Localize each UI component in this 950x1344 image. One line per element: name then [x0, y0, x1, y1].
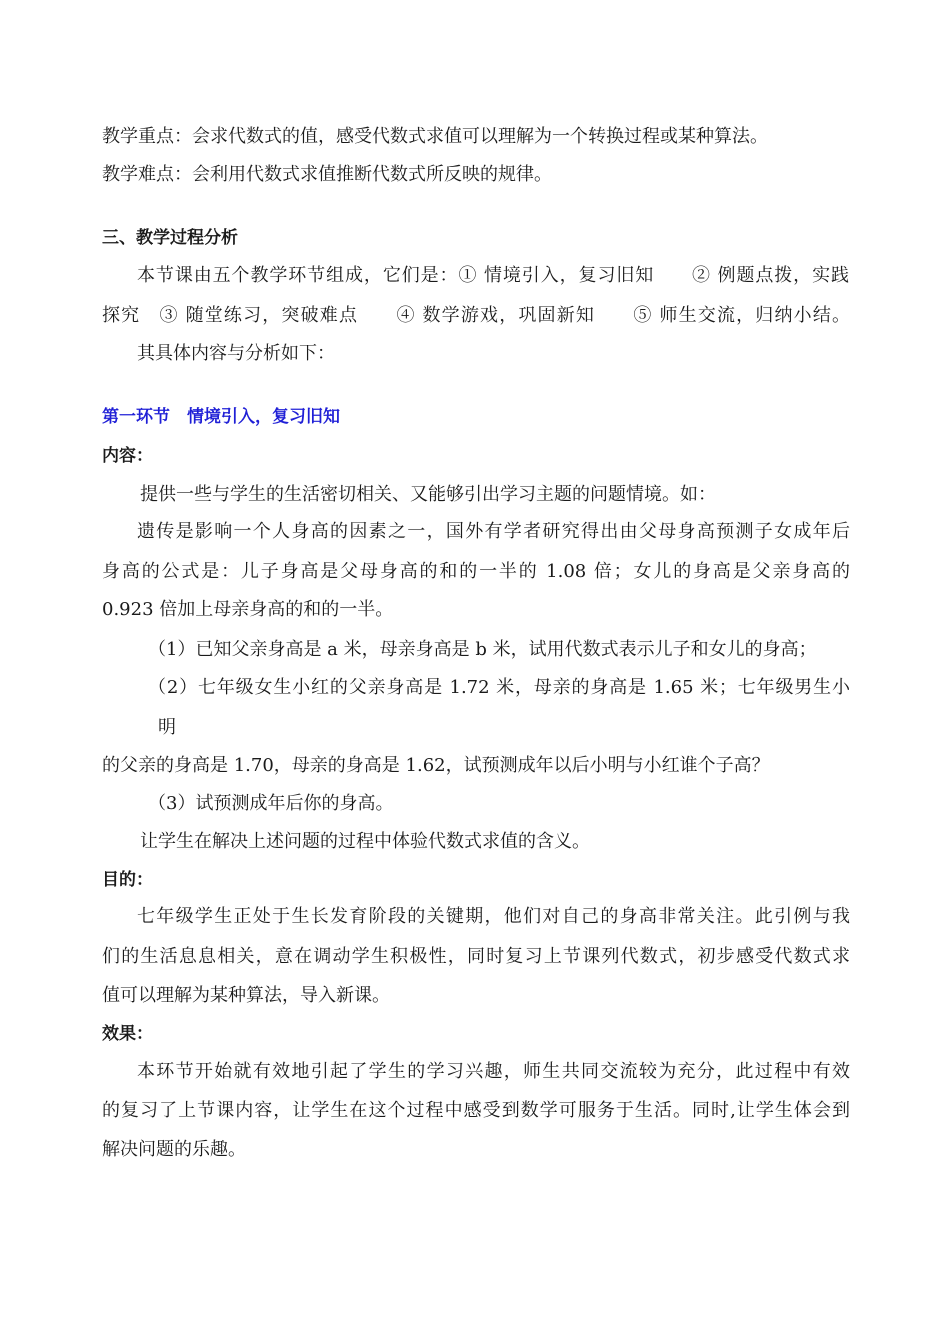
stage-1-heading: 第一环节 情境引入，复习旧知 — [102, 407, 340, 427]
purpose-label: 目的： — [102, 870, 153, 890]
content-line-4: 0.923 倍加上母亲身高的和的一半。 — [102, 599, 394, 620]
intro-line-1: 本节课由五个教学环节组成，它们是：① 情境引入，复习旧知 ② 例题点拨，实践 — [137, 265, 849, 286]
question-2-line-1: （2）七年级女生小红的父亲身高是 1.72 米，母亲的身高是 1.65 米；七年级男生小 — [148, 677, 850, 698]
content-line-3: 身高的公式是：儿子身高是父母身高的和的一半的 1.08 倍；女儿的身高是父亲身高的 — [102, 561, 850, 582]
effect-line-2: 的复习了上节课内容，让学生在这个过程中感受到数学可服务于生活。同时,让学生体会到 — [102, 1100, 850, 1121]
purpose-line-1: 七年级学生正处于生长发育阶段的关键期，他们对自己的身高非常关注。此引例与我 — [137, 906, 850, 927]
content-line-1: 提供一些与学生的生活密切相关、又能够引出学习主题的问题情境。如： — [140, 484, 716, 505]
purpose-line-2: 们的生活息息相关，意在调动学生积极性，同时复习上节课列代数式，初步感受代数式求 — [102, 946, 850, 967]
section-3-heading: 三、教学过程分析 — [102, 228, 238, 248]
effect-label: 效果： — [102, 1024, 153, 1044]
difficulty-line: 教学难点：会利用代数式求值推断代数式所反映的规律。 — [102, 164, 552, 185]
effect-line-1: 本环节开始就有效地引起了学生的学习兴趣，师生共同交流较为充分，此过程中有效 — [137, 1061, 850, 1082]
question-3: （3）试预测成年后你的身高。 — [148, 793, 394, 814]
content-line-5: 让学生在解决上述问题的过程中体验代数式求值的含义。 — [140, 831, 590, 852]
content-line-2: 遗传是影响一个人身高的因素之一，国外有学者研究得出由父母身高预测子女成年后 — [137, 521, 850, 542]
question-2-line-2: 明 — [158, 717, 176, 738]
question-2-line-3: 的父亲的身高是 1.70，母亲的身高是 1.62，试预测成年以后小明与小红谁个子高？ — [102, 755, 770, 776]
purpose-line-3: 值可以理解为某种算法，导入新课。 — [102, 985, 390, 1006]
content-label: 内容： — [102, 446, 153, 466]
key-point-line: 教学重点：会求代数式的值，感受代数式求值可以理解为一个转换过程或某种算法。 — [102, 126, 768, 147]
effect-line-3: 解决问题的乐趣。 — [102, 1139, 246, 1160]
intro-line-3: 其具体内容与分析如下： — [137, 343, 335, 364]
question-1: （1）已知父亲身高是 a 米，母亲身高是 b 米，试用代数式表示儿子和女儿的身高； — [148, 639, 817, 660]
intro-line-2: 探究 ③ 随堂练习，突破难点 ④ 数学游戏，巩固新知 ⑤ 师生交流，归纳小结。 — [102, 305, 850, 326]
